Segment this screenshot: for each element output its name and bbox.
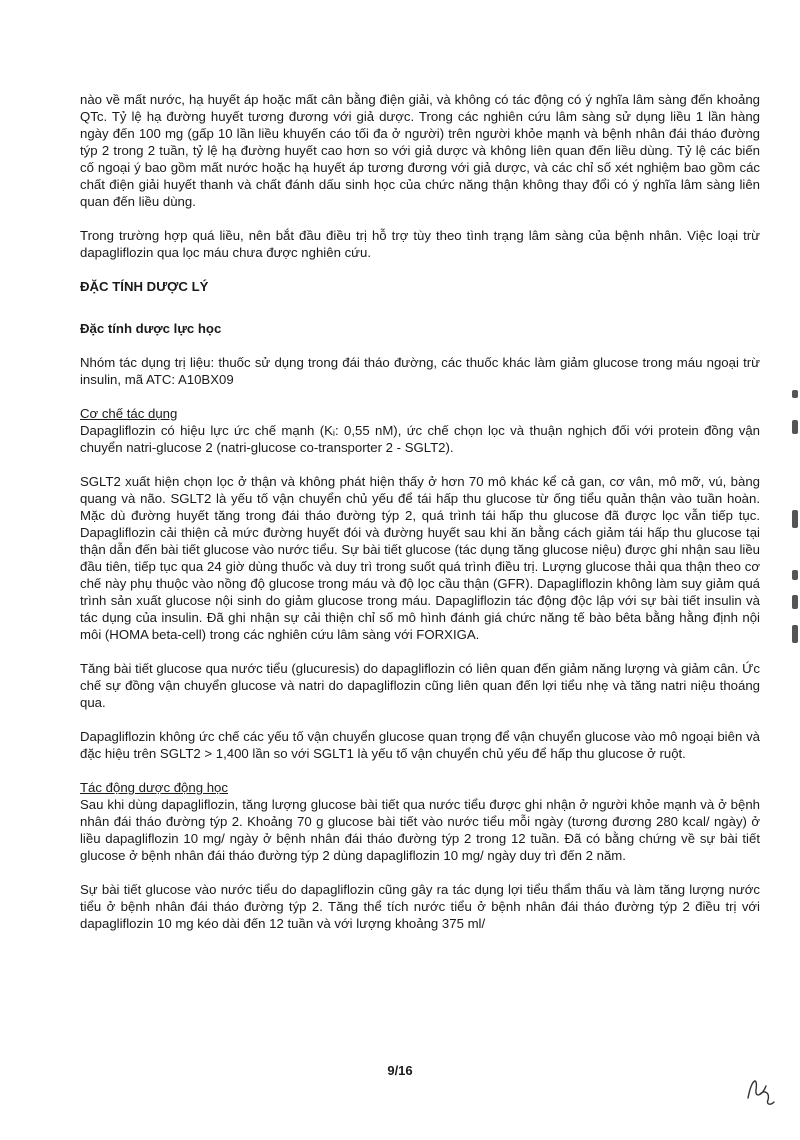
section-heading-pharmacology: ĐẶC TÍNH DƯỢC LÝ (80, 279, 209, 294)
paragraph-glucuresis: Tăng bài tiết glucose qua nước tiểu (glucuresis) do dapagliflozin có liên quan đến giảm năng lượng và giảm cân. Ức chế sự đồng vận chuyển glucose và natri do dapagliflozin cũng liên quan đến lợi tiểu nhẹ và tăng natri niệu thoáng qua. (80, 661, 760, 710)
paragraph-selectivity: Dapagliflozin không ức chế các yếu tố vận chuyển glucose quan trọng để vận chuyển glucose vào mô ngoại biên và đặc hiệu trên SGLT2 > 1,400 lần so với SGLT1 là yếu tố vận chuyển chủ yếu để hấp thu glucose ở ruột. (80, 729, 760, 761)
paragraph-osmotic-diuresis: Sự bài tiết glucose vào nước tiểu do dapagliflozin cũng gây ra tác dụng lợi tiểu thẩm thấu và làm tăng lượng nước tiểu ở bệnh nhân đái tháo đường týp 2. Tăng thể tích nước tiểu ở bệnh nhân đái tháo đường týp 2 điều trị với dapagliflozin 10 mg kéo dài đến 12 tuần và với lượng khoảng 375 ml/ (80, 882, 760, 931)
subheading-pharmacodynamic-effects: Tác động dược động học (80, 780, 228, 795)
document-body (80, 91, 760, 949)
subsection-heading-pharmacodynamics: Đặc tính dược lực học (80, 321, 222, 336)
pharmacodynamic-effects-section (80, 779, 760, 864)
paragraph-therapeutic-group: Nhóm tác dụng trị liệu: thuốc sử dụng trong đái tháo đường, các thuốc khác làm giảm glucose trong máu ngoại trừ insulin, mã ATC: A10BX09 (80, 355, 760, 387)
paragraph-sglt2-description: SGLT2 xuất hiện chọn lọc ở thận và không phát hiện thấy ở hơn 70 mô khác kể cả gan, cơ vân, mô mỡ, vú, bàng quang và não. SGLT2 là yếu tố vận chuyển chủ yếu để tái hấp thu glucose từ ống tiểu quản thận vào tuần hoàn. Mặc dù đường huyết tăng trong đái tháo đường týp 2, quá trình tái hấp thu glucose đã được lọc vẫn tiếp tục. Dapagliflozin cải thiện cả mức đường huyết đói và đường huyết sau khi ăn bằng cách giảm tái hấp thu glucose tại thận dẫn đến bài tiết glucose vào nước tiểu. Sự bài tiết glucose (tác dụng tăng glucose niệu) được ghi nhận sau liều đầu tiên, tiếp tục qua 24 giờ dùng thuốc và duy trì trong suốt quá trình điều trị. Lượng glucose thải qua thận theo cơ chế này phụ thuộc vào nồng độ glucose trong máu và độ lọc cầu thận (GFR). Dapagliflozin không làm suy giảm quá trình sản xuất glucose nội sinh do giảm glucose trong máu. Dapagliflozin tác động độc lập với sự bài tiết insulin và tác dụng của insulin. Đã ghi nhận sự cải thiện chỉ số mô hình đánh giá chức năng tế bào bêta bằng hằng định nội môi (HOMA beta-cell) trong các nghiên cứu lâm sàng với FORXIGA. (80, 474, 760, 642)
paragraph-urinary-glucose: Sau khi dùng dapagliflozin, tăng lượng glucose bài tiết qua nước tiểu được ghi nhận ở người khỏe mạnh và ở bệnh nhân đái tháo đường týp 2. Khoảng 70 g glucose bài tiết vào nước tiểu mỗi ngày (tương đương 280 kcal/ ngày) ở liều dapagliflozin 10 mg/ ngày ở bệnh nhân đái tháo đường týp 2 trong 12 tuần. Đã có bằng chứng về sự bài tiết glucose ở bệnh nhân đái tháo đường týp 2 dùng dapagliflozin 10 mg/ ngày duy trì đến 2 năm. (80, 797, 760, 863)
paragraph-overdose-continued: nào về mất nước, hạ huyết áp hoặc mất cân bằng điện giải, và không có tác động có ý nghĩa lâm sàng đến khoảng QTc. Tỷ lệ hạ đường huyết tương đương với giả dược. Trong các nghiên cứu lâm sàng sử dụng liều 1 lần hàng ngày đến 100 mg (gấp 10 lần liều khuyến cáo tối đa ở người) trên người khỏe mạnh và bệnh nhân đái tháo đường týp 2 trong 2 tuần, tỷ lệ hạ đường huyết cao hơn so với giả dược và không liên quan đến liều dùng. Tỷ lệ các biến cố ngoại ý bao gồm mất nước hoặc hạ huyết áp tương đương với giả dược, và các chỉ số xét nghiệm bao gồm các chất điện giải huyết thanh và chất đánh dấu sinh học của chức năng thận không thay đổi có ý nghĩa lâm sàng liên quan đến liều dùng. (80, 92, 760, 209)
paragraph-overdose-management: Trong trường hợp quá liều, nên bắt đầu điều trị hỗ trợ tùy theo tình trạng lâm sàng của bệnh nhân. Việc loại trừ dapagliflozin qua lọc máu chưa được nghiên cứu. (80, 228, 760, 260)
signature-mark (740, 1068, 780, 1108)
scan-edge-marks (786, 380, 800, 680)
subheading-mechanism: Cơ chế tác dụng (80, 406, 178, 421)
paragraph-mechanism-intro: Dapagliflozin có hiệu lực ức chế mạnh (Kᵢ: 0,55 nM), ức chế chọn lọc và thuận nghịch đối với protein đồng vận chuyển natri-glucose 2 (natri-glucose co-transporter 2 - SGLT2). (80, 423, 760, 455)
page-number: 9/16 (387, 1063, 413, 1078)
mechanism-section (80, 405, 760, 456)
